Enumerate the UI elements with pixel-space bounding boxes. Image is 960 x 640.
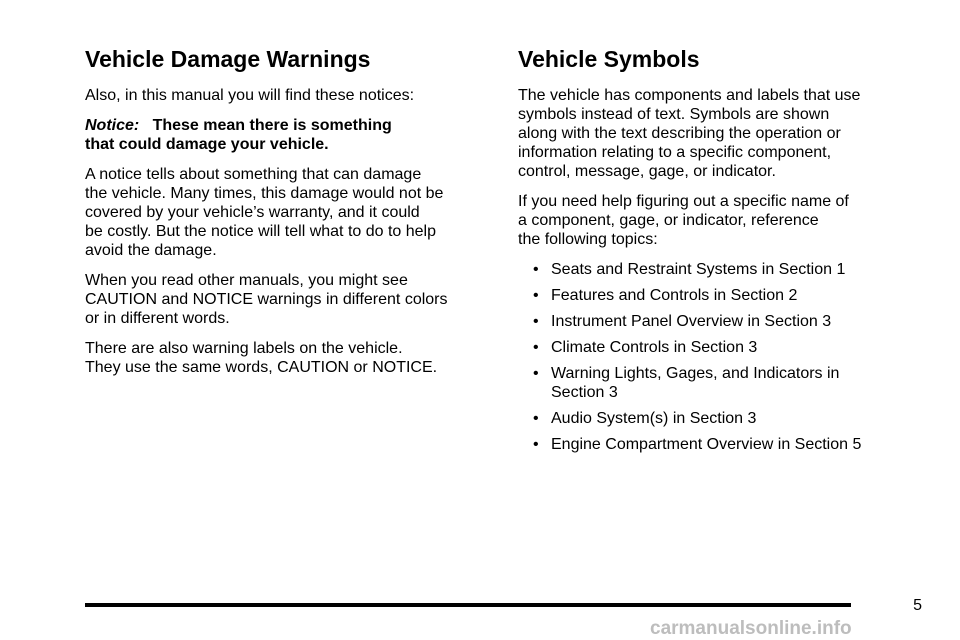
bullet-icon: •: [533, 313, 539, 330]
body-paragraph: If you need help figuring out a specific name of a component, gage, or indicator, reference the following topics:: [518, 193, 849, 248]
heading-vehicle-damage-warnings: Vehicle Damage Warnings: [85, 46, 371, 72]
list-item: [518, 338, 918, 357]
list-item: [518, 409, 918, 428]
bullet-icon: •: [533, 287, 539, 304]
list-item: [518, 435, 918, 454]
heading-vehicle-symbols: Vehicle Symbols: [518, 46, 700, 72]
body-paragraph: A notice tells about something that can damage the vehicle. Many times, this damage would not be covered by your vehicle’s warranty, and it could be costly. But the notice will tell what to do to help avoid the damage.: [85, 166, 444, 259]
bullet-icon: •: [533, 365, 539, 382]
bullet-icon: •: [533, 339, 539, 356]
topic-text: Seats and Restraint Systems in Section 1: [551, 261, 846, 278]
intro-paragraph: Also, in this manual you will find these notices:: [85, 87, 415, 104]
body-paragraph: The vehicle has components and labels that use symbols instead of text. Symbols are shown along with the text describing the operation or information relating to a specific component, control, message, gage, or indicator.: [518, 87, 861, 180]
watermark-link[interactable]: carmanualsonline.info: [650, 618, 852, 639]
body-paragraph: When you read other manuals, you might see CAUTION and NOTICE warnings in different colors or in different words.: [85, 272, 448, 327]
notice-paragraph: [85, 116, 495, 154]
page-number: 5: [913, 597, 922, 614]
notice-text: These mean there is something that could damage your vehicle.: [85, 117, 392, 153]
right-column: [518, 44, 918, 461]
topic-list: [518, 260, 918, 454]
topic-text: Engine Compartment Overview in Section 5: [551, 436, 862, 453]
list-item: [518, 260, 918, 279]
list-item: [518, 286, 918, 305]
footer-rule: [85, 603, 851, 607]
topic-text: Instrument Panel Overview in Section 3: [551, 313, 832, 330]
list-item: [518, 312, 918, 331]
body-paragraph: There are also warning labels on the vehicle. They use the same words, CAUTION or NOTICE.: [85, 340, 438, 376]
list-item: [518, 364, 918, 402]
notice-label: Notice:: [85, 117, 140, 134]
topic-text: Audio System(s) in Section 3: [551, 410, 757, 427]
bullet-icon: •: [533, 436, 539, 453]
bullet-icon: •: [533, 261, 539, 278]
topic-text: Climate Controls in Section 3: [551, 339, 758, 356]
topic-text: Features and Controls in Section 2: [551, 287, 798, 304]
topic-text: Warning Lights, Gages, and Indicators in Section 3: [551, 365, 840, 401]
bullet-icon: •: [533, 410, 539, 427]
left-column: [85, 44, 495, 388]
